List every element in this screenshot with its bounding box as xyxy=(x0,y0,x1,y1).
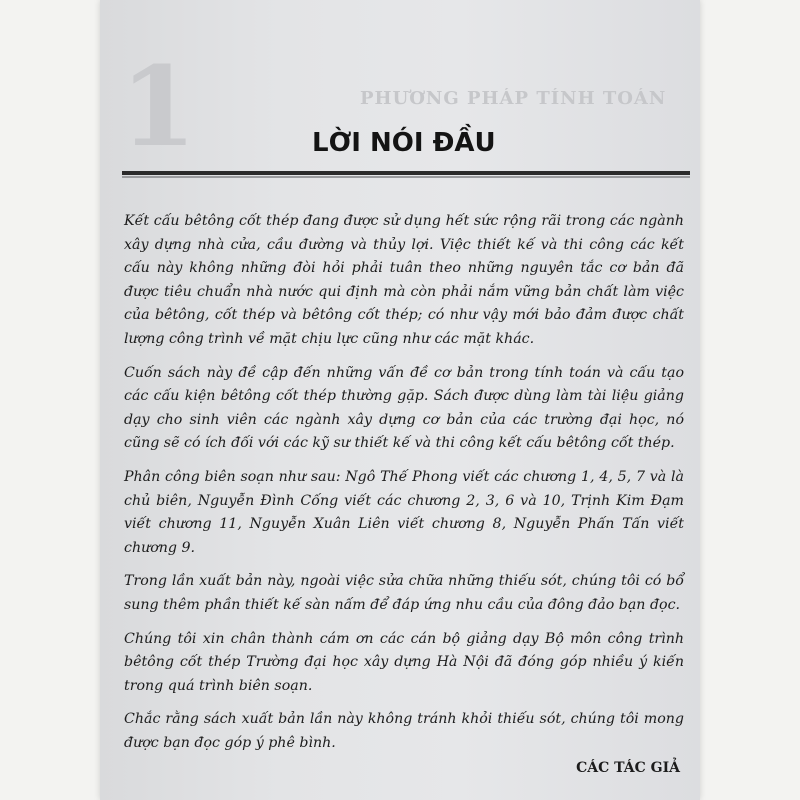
bleed-through-header: PHƯƠNG PHÁP TÍNH TOÁN xyxy=(360,88,667,109)
author-signature: CÁC TÁC GIẢ xyxy=(576,760,680,776)
paragraph-3: Phân công biên soạn như sau: Ngô Thế Phong viết các chương 1, 4, 5, 7 và là chủ biên, Nguyễn Đình Cống viết các chương 2, 3, 6 và 10, Trịnh Kim Đạm viết chương 11, Nguyễn Xuân Liên viết chương 8, Nguyễn Phấn Tấn viết chương 9. xyxy=(124,468,684,556)
title-divider xyxy=(122,171,690,175)
paragraph-2: Cuốn sách này đề cập đến những vấn đề cơ bản trong tính toán và cấu tạo các cấu kiện bêtông cốt thép thường gặp. Sách được dùng làm tài liệu giảng dạy cho sinh viên các ngành xây dựng cơ bản của các trường đại học, nó cũng sẽ có ích đối với các kỹ sư thiết kế và thi công kết cấu bêtông cốt thép. xyxy=(124,364,684,452)
preface-body xyxy=(124,210,684,765)
paragraph-4: Trong lần xuất bản này, ngoài việc sửa chữa những thiếu sót, chúng tôi có bổ sung thêm phần thiết kế sàn nấm để đáp ứng nhu cầu của đông đảo bạn đọc. xyxy=(124,573,684,613)
title-divider-shadow xyxy=(122,176,690,178)
page-title: LỜI NÓI ĐẦU xyxy=(312,128,496,158)
paragraph-5: Chúng tôi xin chân thành cám ơn các cán bộ giảng dạy Bộ môn công trình bêtông cốt thép Trường đại học xây dựng Hà Nội đã đóng góp nhiều ý kiến trong quá trình biên soạn. xyxy=(124,630,684,694)
paragraph-1: Kết cấu bêtông cốt thép đang được sử dụng hết sức rộng rãi trong các ngành xây dựng nhà cửa, cầu đường và thủy lợi. Việc thiết kế và thi công các kết cấu này không những đòi hỏi phải tuân theo những nguyên tắc cơ bản đã được tiêu chuẩn nhà nước qui định mà còn phải nắm vững bản chất làm việc của bêtông, cốt thép và bêtông cốt thép; có như vậy mới bảo đảm được chất lượng công trình về mặt chịu lực cũng như các mặt khác. xyxy=(124,213,684,347)
chapter-number-ghost: 1 xyxy=(120,42,197,171)
paragraph-6: Chắc rằng sách xuất bản lần này không tránh khỏi thiếu sót, chúng tôi mong được bạn đọc góp ý phê bình. xyxy=(124,711,684,751)
